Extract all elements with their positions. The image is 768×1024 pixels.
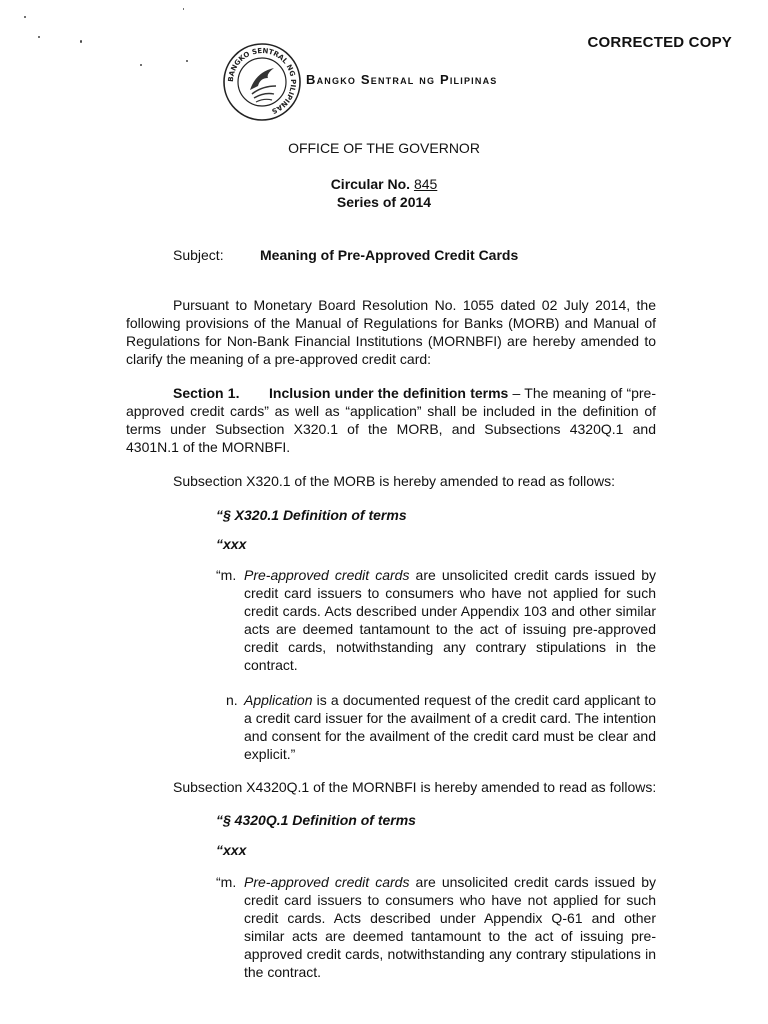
section-1-label: Section 1. (173, 385, 240, 401)
morb-xxx: “xxx (216, 536, 247, 552)
scan-speck (24, 16, 26, 18)
bank-name: Bangko Sentral ng Pilipinas (306, 72, 498, 87)
item-text (244, 691, 656, 763)
circular-number (0, 176, 768, 192)
scan-speck (183, 8, 184, 10)
item-term: Pre-approved credit cards (244, 567, 410, 583)
circular-series: Series of 2014 (336, 194, 432, 210)
morb-heading: “§ X320.1 Definition of terms (216, 507, 407, 523)
item-text (244, 566, 656, 674)
scan-speck (38, 36, 40, 38)
circular-label: Circular No. (330, 176, 411, 192)
section-1-body: – The meaning of “pre-approved credit cards” as well as “application” shall be included in the definition of terms under Subsection X320.1 of the MORB, and Subsections 4320Q.1 and 4301N.1 of the MORNBFI. (126, 385, 657, 455)
section-1-paragraph (126, 384, 656, 456)
item-body: are unsolicited credit cards issued by credit card issuers to consumers who have not applied for such credit cards. Acts described under Appendix Q-61 and other similar acts are deemed tantamount to the act of issuing pre-approved credit cards, notwithstanding any contrary stipulations in the contract. (244, 874, 657, 980)
subject-value: Meaning of Pre-Approved Credit Cards (260, 247, 519, 263)
scan-speck (140, 64, 142, 66)
item-body: is a documented request of the credit card applicant to a credit card issuer for the availment of a credit card. The intention and consent for the availment of the credit card must be clear and explicit.” (244, 692, 656, 762)
item-body: are unsolicited credit cards issued by credit card issuers to consumers who have not applied for such credit cards. Acts described under Appendix 103 and other similar acts are deemed tantamount to the act of issuing pre-approved credit cards, notwithstanding any contrary stipulations in the contract. (244, 567, 657, 673)
mornbfi-intro: Subsection X4320Q.1 of the MORNBFI is hereby amended to read as follows: (173, 779, 657, 795)
item-marker: “m. (216, 567, 237, 583)
item-term: Pre-approved credit cards (244, 874, 410, 890)
item-marker: n. (226, 692, 238, 708)
mornbfi-xxx: “xxx (216, 842, 247, 858)
bsp-seal-icon (222, 42, 302, 122)
mornbfi-heading: “§ 4320Q.1 Definition of terms (216, 812, 416, 828)
morb-item-m (216, 566, 656, 676)
item-term: Application (244, 692, 313, 708)
item-text (244, 873, 656, 981)
circular-number-value: 845 (413, 176, 438, 192)
section-1-title: Inclusion under the definition terms (269, 385, 509, 401)
item-marker: “m. (216, 874, 237, 890)
subject-label: Subject: (173, 247, 224, 263)
corrected-copy-stamp: CORRECTED COPY (587, 34, 732, 51)
bsp-seal (222, 42, 302, 122)
scan-speck (186, 60, 188, 62)
seal-ring-text: BANGKO SENTRAL NG PILIPINAS (226, 46, 298, 116)
scan-speck (80, 40, 82, 43)
morb-intro: Subsection X320.1 of the MORB is hereby amended to read as follows: (173, 473, 616, 489)
office-title: OFFICE OF THE GOVERNOR (288, 140, 480, 156)
morb-item-n (226, 691, 656, 771)
intro-paragraph: Pursuant to Monetary Board Resolution No. 1055 dated 02 July 2014, the following provisions of the Manual of Regulations for Banks (MORB) and Manual of Regulations for Non-Bank Financial Institutions (MORNBFI) are hereby amended to clarify the meaning of a pre-approved credit card: (126, 297, 656, 367)
mornbfi-item-m (216, 873, 656, 983)
